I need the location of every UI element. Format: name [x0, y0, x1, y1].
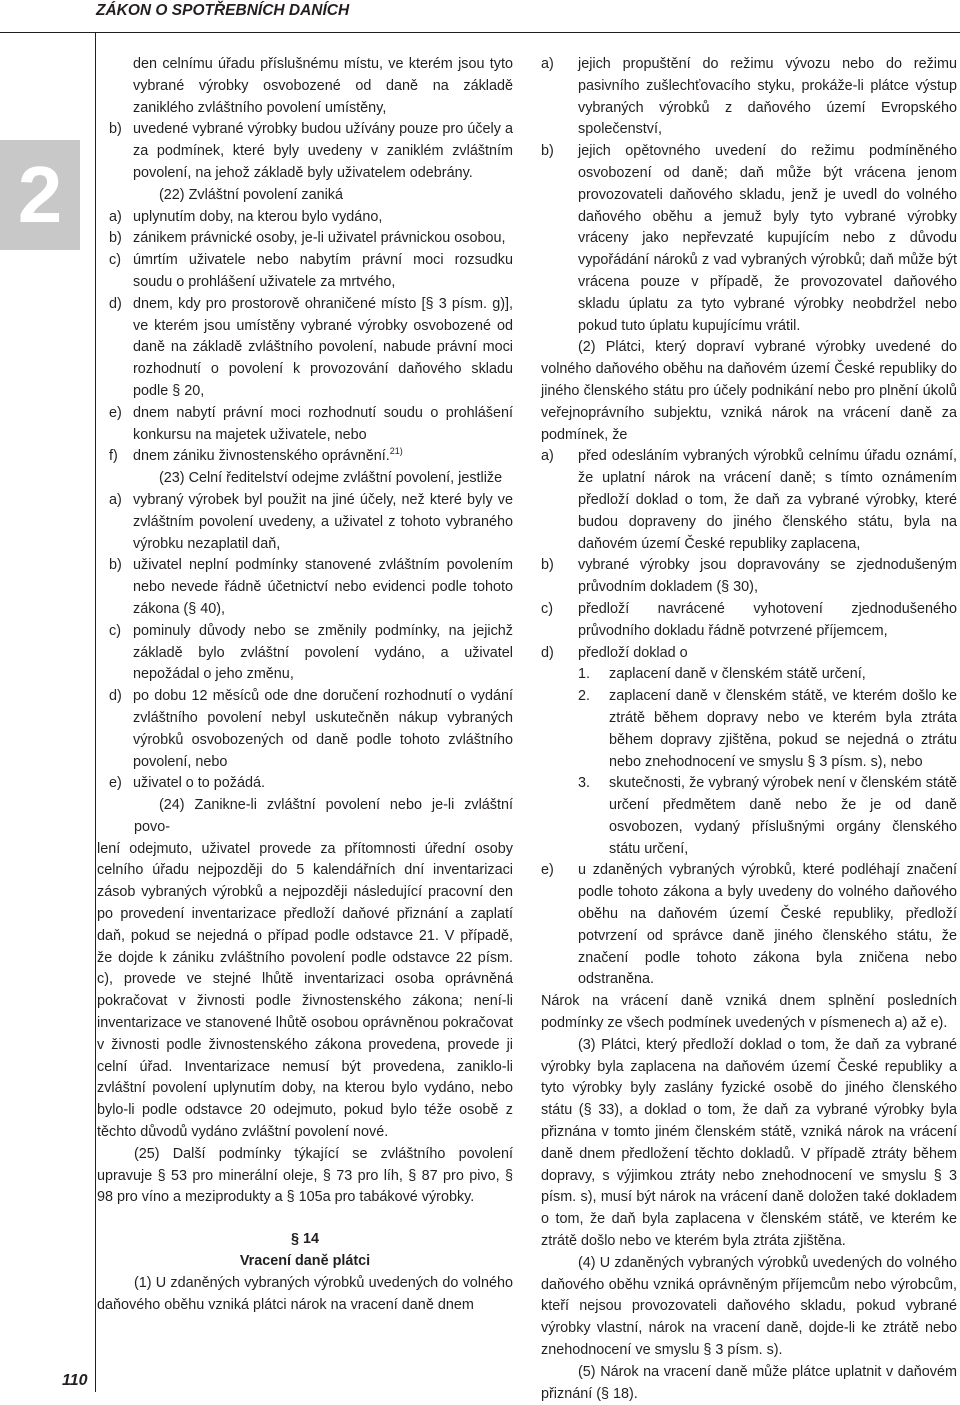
list-item-text: předloží doklad o	[578, 644, 688, 661]
list-marker: b)	[541, 143, 554, 160]
list-item-text: vybraný výrobek byl použit na jiné účely, než které byly ve zvláštním povolení uvedeny, a uživatel z tohoto vybraného výrobku nezaplatil daň,	[133, 491, 513, 552]
list-item	[97, 250, 513, 294]
section-number: § 14	[290, 1231, 319, 1248]
list-item	[541, 860, 957, 991]
list-marker: d)	[541, 644, 554, 661]
list-marker: 2.	[578, 688, 591, 705]
paragraph-4: (4) U zdaněných vybraných výrobků uvedených do volného daňového oběhu vzniká oprávněným příjemcům nebo výrobcům, kteří nejsou provozovateli daňového skladu, pokud vybrané výrobky vlastní, nárok na vracení daně, dojde-li ke ztrátě nebo znehodnocení ve smyslu § 3 písm. s).	[541, 1254, 957, 1359]
section-heading: Vracení daně plátci	[239, 1253, 371, 1270]
list-item-text: předloží navrácené vyhotovení zjednodušeného průvodního dokladu řádně potvrzené příjemcem,	[578, 600, 957, 639]
paragraph-24-first-line: (24) Zanikne-li zvláštní povolení nebo je-li zvláštní povo-	[134, 797, 513, 835]
list-item	[541, 54, 957, 141]
list-item	[97, 294, 513, 403]
list-item-text: skutečnosti, že vybraný výrobek není v členském státě určení předmětem daně nebo že je od daně osvobozen, vydaný příslušnými orgány členského státu určení,	[609, 775, 957, 857]
list-item	[97, 555, 513, 620]
list-marker: a)	[541, 448, 554, 465]
list-marker: b)	[541, 557, 554, 574]
list-item	[541, 599, 957, 643]
list-item-text	[133, 446, 513, 468]
list-item-text: u zdaněných vybraných výrobků, které podléhají značení podle tohoto zákona a byly uvedeny do volného daňového oběhu na daňovém území České republiky, předloží potvrzení od správce daně jiného členského státu, že značení podle tohoto zákona byla zničena nebo odstraněna.	[578, 862, 957, 988]
list-item-text: před odesláním vybraných výrobků celnímu úřadu oznámí, že uplatní nárok na vrácení daně; s tímto oznámením předloží doklad o tom, že daň za vybrané výrobky, které budou dopraveny do jiného členského státu, byla na daňovém území České republiky zaplacena,	[578, 448, 957, 552]
sidebar-rule	[95, 32, 96, 1392]
list-marker: b)	[109, 121, 122, 138]
list-item-text: jejich propuštění do režimu vývozu nebo do režimu pasivního zušlechťovacího styku, prokáže-li plátce výstup vybraných výrobků z daňového území Evropského společenství,	[578, 56, 957, 138]
list-item	[541, 555, 957, 599]
list-item	[97, 119, 513, 184]
list-item	[97, 207, 513, 229]
list-item	[541, 141, 957, 337]
list-marker: a)	[541, 56, 554, 72]
list-item-text: pominuly důvody nebo se změnily podmínky, na jejichž základě bylo zvláštní povolení vydáno, a uživatel nepožádal o jeho změnu,	[133, 622, 513, 683]
list-marker: c)	[109, 252, 121, 269]
sub-list-item	[541, 773, 957, 860]
paragraph-2-conclusion: Nárok na vrácení daně vzniká dnem splnění posledních podmínky ze všech podmínek uvedených v písmenech a) až e).	[541, 993, 957, 1032]
paragraph-23-intro: (23) Celní ředitelství odejme zvláštní povolení, jestliže	[159, 470, 503, 487]
list-marker: f)	[109, 448, 118, 465]
header-rule	[0, 32, 960, 33]
list-item-text: zaplacení daně v členském státě určení,	[609, 666, 866, 683]
list-marker: e)	[109, 404, 122, 421]
list-item-text: po dobu 12 měsíců ode dne doručení rozhodnutí o vydání zvláštního povolení nebyl uskutečněn nákup vybraných výrobků osvobozených od daně podle tohoto zvláštního povolení, nebo	[133, 688, 513, 770]
list-item	[97, 773, 513, 795]
sub-list-item	[541, 664, 957, 686]
list-item-text: dnem, kdy pro prostorově ohraničené místo [§ 3 písm. g)], ve kterém jsou umístěny vybrané výrobky osvobozené od daně na základě zvláštního povolení, nabude právní moci rozhodnutí o povolení k provozování daňového skladu podle § 20,	[133, 295, 513, 399]
list-marker: a)	[109, 491, 122, 508]
list-item-text: dnem nabytí právní moci rozhodnutí soudu o prohlášení konkursu na majetek uživatele, nebo	[133, 404, 513, 443]
list-item-text: zaplacení daně v členském státě, ve kterém došlo ke ztrátě během dopravy nebo ve kterém byla ztráta během dopravy zjištěna, pokud se nejedná o ztrátu nebo znehodnocení ve smyslu § 3 písm. s), nebo	[609, 688, 957, 770]
list-item-text: vybrané výrobky jsou dopravovány se zjednodušeným průvodním dokladem (§ 30),	[578, 557, 957, 596]
sub-list-item	[541, 686, 957, 773]
list-marker: c)	[109, 622, 121, 639]
list-item-text: úmrtím uživatele nebo nabytím právní moci rozsudku soudu o prohlášení uživatele za mrtvého,	[133, 252, 513, 290]
list-item	[97, 403, 513, 447]
running-header-title: ZÁKON O SPOTŘEBNÍCH DANÍCH	[96, 2, 350, 19]
list-item-text: uživatel neplní podmínky stanovené zvláštním povolením nebo nevede řádně účetnictví nebo evidenci podle tohoto zákona (§ 40),	[133, 557, 513, 617]
section-14-paragraph-1: (1) U zdaněných vybraných výrobků uvedených do volného daňového oběhu vzniká plátci nárok na vracení daně dnem	[97, 1274, 513, 1313]
list-item-text: den celnímu úřadu příslušnému místu, ve kterém jsou tyto vybrané výrobky osvobozené od daně na základě zaniklého zvláštního povolení umístěny,	[133, 56, 513, 116]
paragraph-5: (5) Nárok na vracení daně může plátce uplatnit v daňovém přiznání (§ 18).	[541, 1363, 957, 1402]
list-item	[97, 621, 513, 686]
list-item	[541, 643, 957, 665]
paragraph-24-body: lení odejmuto, uživatel provede za přítomnosti úřední osoby celního úřadu nejpozději do 5 kalendářních dní inventarizaci zásob vybraných výrobků a nejpozději následující pracovní den po provedení inventarizace předloží daňové přiznání a zaplatí daň, pokud se nejedná o případ podle odstavce 21. V případě, že dojde k zániku zvláštního povolení podle odstavce 22 písm. c), provede ve stejné lhůtě inventarizaci osoba oprávněná pokračovat v živnosti podle živnostenského zákona; není-li inventarizace ve stanovené lhůtě osobou oprávněnou pokračovat v živnosti podle živnostenského zákona provedena, provede ji celní úřad. Inventarizace nemusí být provedena, zaniklo-li zvláštní povolení uplynutím doby, na kterou bylo vydáno, nebo bylo-li podle odstavce 20 odejmuto, pokud bylo téže osobě z těchto důvodů vydáno zvláštní povolení nové.	[97, 840, 513, 1141]
list-item	[541, 446, 957, 555]
list-item	[97, 228, 513, 250]
list-marker: c)	[541, 600, 553, 617]
paragraph-25: (25) Další podmínky týkající se zvláštního povolení upravuje § 53 pro minerální oleje, § 73 pro líh, § 87 pro pivo, § 98 pro víno a meziprodukty a § 105a pro tabákové výrobky.	[97, 1145, 513, 1206]
list-item	[97, 686, 513, 773]
list-item	[97, 54, 513, 119]
footnote-reference: 21)	[389, 446, 403, 457]
paragraph-2-intro: (2) Plátci, který dopraví vybrané výrobky uvedené do volného daňového oběhu na daňovém území České republiky do jiného členského státu pro účely podnikání nebo pro plnění úkolů veřejnoprávního subjektu, vzniká nárok na vrácení daně za podmínek, že	[541, 339, 957, 443]
right-column	[541, 54, 957, 1405]
list-item-text-body: dnem zániku živnostenského oprávnění.	[133, 448, 390, 465]
paragraph-3: (3) Plátci, který předloží doklad o tom, že daň za vybrané výrobky byla zaplacena na daňovém území České republiky a tyto výrobky byly zaslány fyzické osobě do jiného členského státu (§ 33), a doklad o tom, že daň za vybrané výrobky byla přiznána v tomto jiném členském státě, vzniká nárok na vrácení daně dnem předložení těchto dokladů. V případě ztráty během dopravy, s výjimkou ztráty nebo znehodnocení ve smyslu § 3 písm. s), musí být nárok na vrácení daně doložen také dokladem o tom, že daň byla zaplacena v členském státě, ve kterém ke ztrátě došlo nebo ve kterém byla ztráta zjištěna.	[541, 1036, 957, 1250]
page-number: 110	[62, 1372, 88, 1389]
list-item-text: uvedené vybrané výrobky budou užívány pouze pro účely a za podmínek, které byly uvedeny v zaniklém zvláštním povolení, na jehož základě byly uživatelem odebrány.	[133, 121, 513, 181]
list-marker: 1.	[578, 666, 591, 683]
list-marker: e)	[541, 862, 554, 879]
list-marker: b)	[109, 230, 122, 247]
paragraph-22-intro: (22) Zvláštní povolení zaniká	[159, 186, 343, 203]
chapter-number: 2	[17, 150, 63, 239]
list-item-text: uplynutím doby, na kterou bylo vydáno,	[133, 208, 383, 225]
list-item-text: uživatel o to požádá.	[133, 775, 266, 792]
list-item	[97, 446, 513, 468]
list-marker: a)	[109, 208, 122, 225]
left-column	[97, 54, 513, 1316]
list-marker: b)	[109, 557, 122, 574]
list-item	[97, 490, 513, 555]
list-marker: d)	[109, 688, 122, 705]
list-item-text: zánikem právnické osoby, je-li uživatel právnickou osobou,	[133, 230, 506, 247]
list-marker: e)	[109, 775, 122, 792]
list-marker: d)	[109, 295, 122, 312]
list-marker: 3.	[578, 775, 591, 792]
list-item-text: jejich opětovného uvedení do režimu podmíněného osvobození od daně; daň může být vrácena jenom provozovateli daňového skladu, jenž je uvedl do volného daňového oběhu a jemuž byly tyto vybrané výrobky vráceny jako nepřevzaté kupujícím nebo z důvodu vypořádání nároků z vad vybraných výrobků; daň může být vrácena pouze v případě, že provozovatel daňového skladu úplatu za tyto vybrané výrobky neobdržel nebo pokud tuto úplatu kupujícímu vrátil.	[578, 143, 957, 334]
